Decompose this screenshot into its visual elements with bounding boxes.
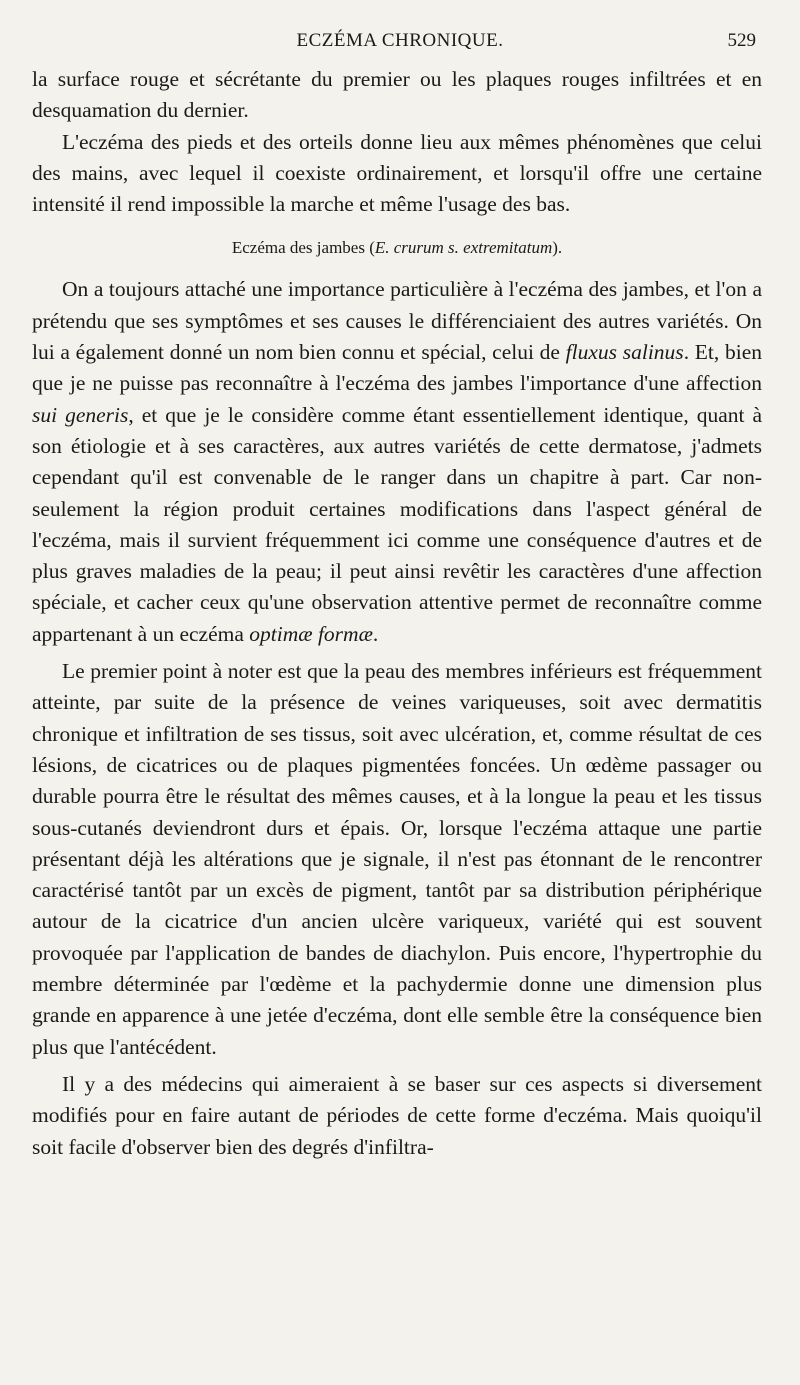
text-run: On a toujours attaché une importance particulière à l'eczéma des jambes, et l'on a prétendu que ses symptômes et ses causes le différenciaient des autres variétés. On lui a également donné un nom bien connu et spécial, celui de — [32, 277, 762, 365]
running-title: ECZÉMA CHRONIQUE. — [296, 30, 504, 51]
paragraph-first-point: Le premier point à noter est que la peau des membres inférieurs est fréquemment atteinte, par suite de la présence de veines variqueuses, soit avec dermatitis chronique et infiltration de ses tissus, soit avec ulcération, et, comme résultat de ces lésions, de cicatrices ou de plaques pigmentées foncées. Un œdème passager ou durable pourra être le résultat des mêmes causes, et à la longue la peau et les tissus sous-cutanés deviendront durs et épais. Or, lorsque l'eczéma attaque une partie présentant déjà les altérations que je signale, il n'est pas étonnant de le rencontrer caractérisé tantôt par un excès de pigment, tantôt par sa distribution périphérique autour de la cicatrice d'un ancien ulcère variqueux, variété qui est souvent provoquée par l'application de bandes de diachylon. Puis encore, l'hypertrophie du membre déterminée par l'œdème et la pachydermie donne une dimension plus grande en apparence à une jetée d'eczéma, dont elle semble être la conséquence bien plus que l'antécédent. — [32, 659, 762, 1059]
section-heading-text: Eczéma des jambes ( — [231, 238, 375, 258]
section-heading-latin: E. crurum s. extremitatum — [374, 238, 553, 258]
text-run: , et que je le considère comme étant essentiellement identique, quant à son étiologie et à ses caractères, aux autres variétés de cette dermatose, j'admets cependant qu'il est convenable de le ranger dans un chapitre à part. Car non-seulement la région produit certaines modifications dans l'aspect général de l'eczéma, mais il survient fréquemment ici comme une conséquence d'autres et de plus graves maladies de la peau; il peut ainsi revêtir les caractères d'une affection spéciale, et cacher ceux qu'une observation attentive permet de reconnaître comme appartenant à un eczéma — [32, 402, 762, 646]
section-heading — [32, 236, 762, 260]
text-run: . Et, bien que je ne puisse pas reconnaître à l'eczéma des jambes l'importance d'une affection — [32, 340, 762, 396]
italic-term: fluxus salinus — [565, 340, 684, 365]
paragraph-feet: L'eczéma des pieds et des orteils donne lieu aux mêmes phénomènes que celui des mains, avec lequel il coexiste ordinairement, et lorsqu'il offre une certaine intensité il rend impossible la marche et même l'usage des bas. — [32, 129, 762, 217]
paragraph-legs-intro — [32, 274, 762, 650]
text-run: . — [372, 621, 379, 646]
page-body — [32, 64, 762, 1163]
italic-term: optimæ formæ — [249, 621, 373, 646]
page-number: 529 — [727, 30, 756, 51]
page-header — [0, 30, 800, 56]
section-heading-close: ). — [552, 238, 563, 258]
italic-term: sui generis — [32, 402, 129, 427]
paragraph-physicians: Il y a des médecins qui aimeraient à se baser sur ces aspects si diversement modifiés pour en faire autant de périodes de cette forme d'eczéma. Mais quoiqu'il soit facile d'observer bien des degrés d'infiltra- — [32, 1071, 762, 1159]
paragraph-continuation: la surface rouge et sécrétante du premier ou les plaques rouges infiltrées et en desquamation du dernier. — [32, 67, 762, 123]
